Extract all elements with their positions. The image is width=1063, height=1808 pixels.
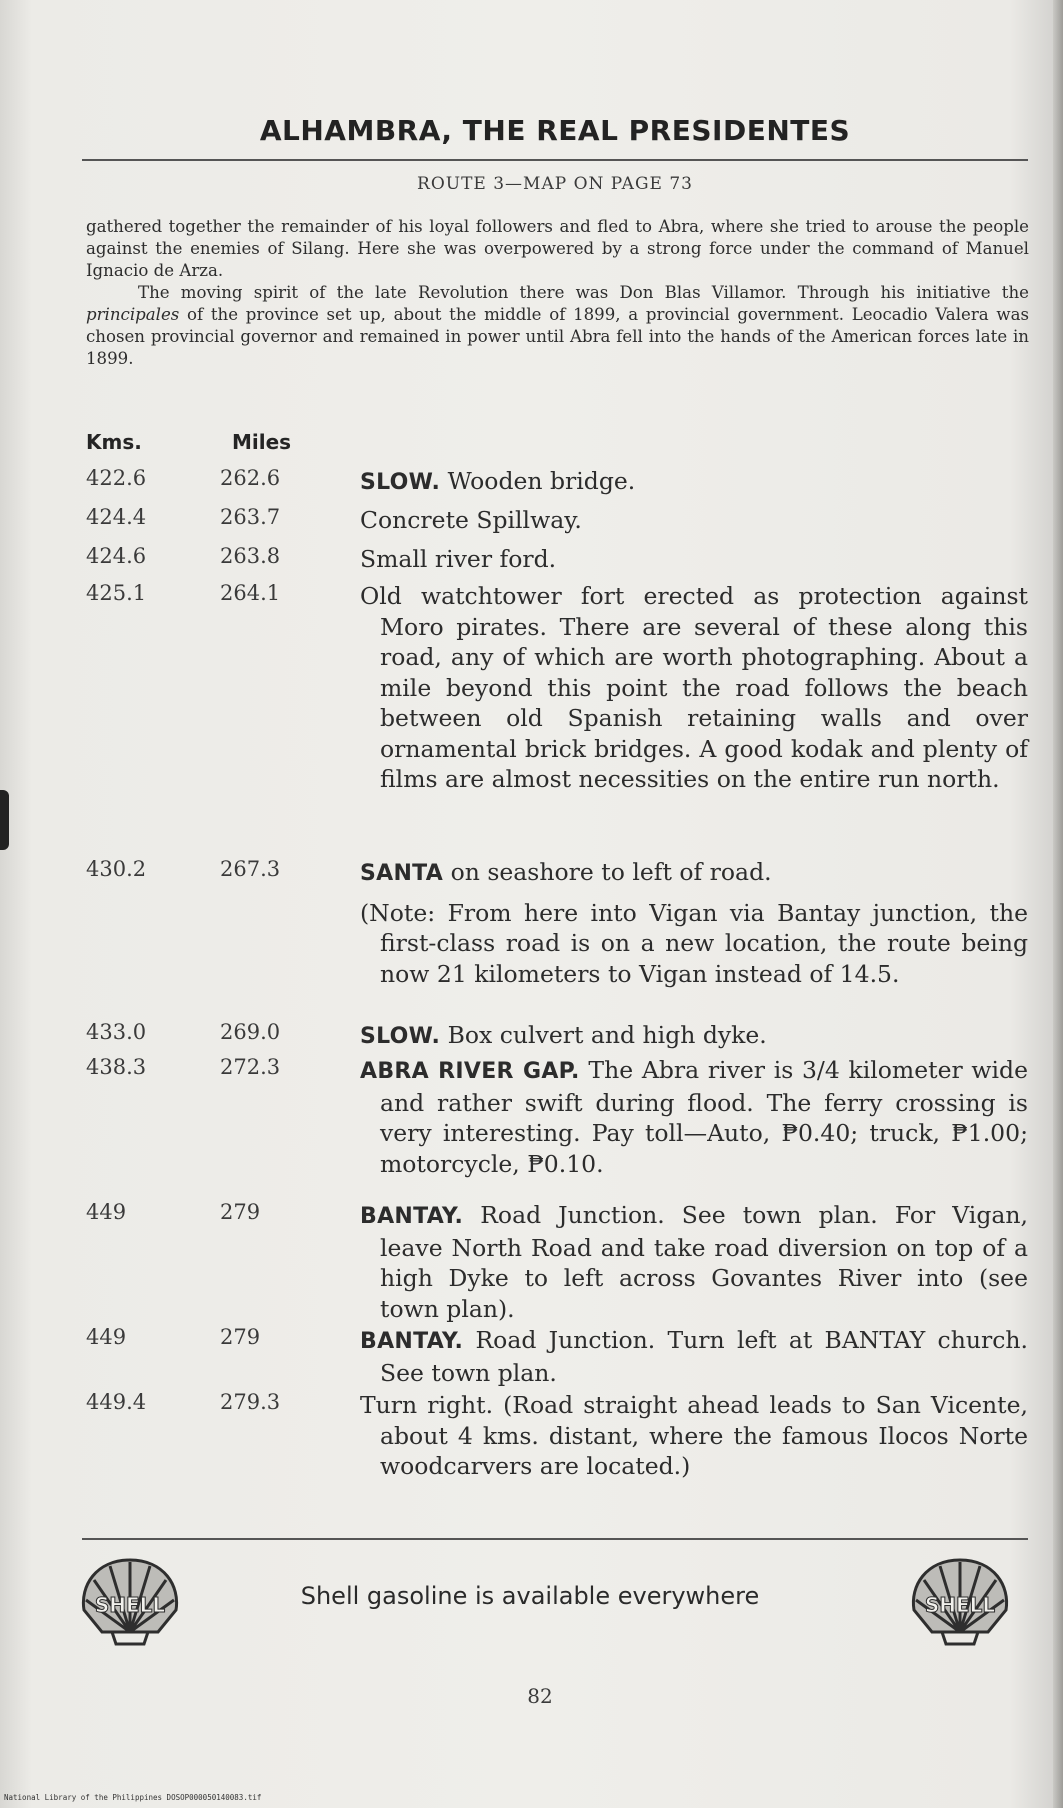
entry-miles: 279 bbox=[220, 1200, 261, 1224]
entry-lead: SLOW. bbox=[360, 470, 441, 495]
shell-logo-icon bbox=[72, 1552, 188, 1648]
entry-text: Old watchtower fort erected as protection against Moro pirates. There are several of these along this road, any of which are worth photographing. About a mile beyond this point the road follows the beach between old Spanish retaining walls and over ornamental brick bridges. A good kodak and plenty of films are almost necessities on the entire run north. bbox=[360, 582, 1028, 793]
entry-description bbox=[360, 1390, 1028, 1482]
entry-text: on seashore to left of road. bbox=[443, 858, 772, 886]
entry-km: 422.6 bbox=[86, 466, 147, 490]
entry-description bbox=[360, 1055, 1028, 1179]
entry-miles: 263.7 bbox=[220, 505, 281, 529]
entry-km: 449 bbox=[86, 1200, 127, 1224]
entry-text: Wooden bridge. bbox=[440, 467, 636, 495]
entry-km: 430.2 bbox=[86, 857, 147, 881]
entry-description bbox=[360, 581, 1028, 795]
entry-km: 449.4 bbox=[86, 1390, 147, 1414]
entry-description bbox=[360, 1200, 1028, 1324]
entry-miles: 272.3 bbox=[220, 1055, 281, 1079]
entry-miles: 269.0 bbox=[220, 1020, 281, 1044]
shell-logo-lettering: SHELL bbox=[94, 1593, 166, 1617]
entry-lead: SANTA bbox=[360, 861, 444, 886]
entry-text: Box culvert and high dyke. bbox=[440, 1021, 767, 1049]
entry-text: The Abra river is 3/4 kilometer wide and rather swift during flood. The ferry crossing is very interesting. Pay toll—Auto, ₱0.40; truck, ₱1.00; motorcycle, ₱0.10. bbox=[380, 1056, 1028, 1178]
page-title: ALHAMBRA, THE REAL PRESIDENTES bbox=[259, 114, 851, 147]
entry-km: 433.0 bbox=[86, 1020, 147, 1044]
entry-km: 424.6 bbox=[86, 544, 147, 568]
entry-text: Road Junction. See town plan. For Vigan, leave North Road and take road diversion on top of a high Dyke to left across Govantes River into (see town plan). bbox=[380, 1201, 1028, 1323]
entry-km: 449 bbox=[86, 1325, 127, 1349]
entry-text: Turn right. (Road straight ahead leads to San Vicente, about 4 kms. distant, where the famous Ilocos Norte woodcarvers are located.) bbox=[360, 1391, 1028, 1480]
header-rule bbox=[82, 159, 1028, 161]
column-header-kms: Kms. bbox=[86, 430, 142, 454]
entry-text: Road Junction. Turn left at BANTAY church. See town plan. bbox=[380, 1326, 1028, 1387]
footer-slogan: Shell gasoline is available everywhere bbox=[300, 1582, 760, 1610]
entry-description bbox=[360, 1325, 1028, 1388]
entry-description bbox=[360, 544, 1028, 575]
entry-text: Small river ford. bbox=[360, 545, 557, 573]
entry-miles: 279.3 bbox=[220, 1390, 281, 1414]
entry-description bbox=[360, 505, 1028, 536]
entry-lead: SLOW. bbox=[360, 1024, 441, 1049]
entry-lead: BANTAY. bbox=[360, 1204, 464, 1229]
entry-description bbox=[360, 857, 1028, 989]
entry-miles: 264.1 bbox=[220, 581, 281, 605]
column-header-miles: Miles bbox=[232, 430, 292, 454]
route-subtitle: ROUTE 3—MAP ON PAGE 73 bbox=[417, 174, 693, 194]
intro-italic-term: principales bbox=[86, 305, 180, 324]
intro-paragraph-2-end: of the province set up, about the middle of 1899, a provincial government. Leocadio Valera was chosen provincial governor and remained in power until Abra fell into the hands of the American forces late in 1899. bbox=[86, 305, 1029, 368]
entry-miles: 279 bbox=[220, 1325, 261, 1349]
intro-text bbox=[86, 216, 1029, 370]
intro-paragraph-2-start: The moving spirit of the late Revolution there was Don Blas Villamor. Through his initiative the bbox=[138, 283, 1029, 302]
scan-credit: National Library of the Philippines DOSOP000050140083.tif bbox=[4, 1793, 262, 1802]
entry-km: 424.4 bbox=[86, 505, 147, 529]
intro-paragraph-1: gathered together the remainder of his loyal followers and fled to Abra, where she tried to arouse the people against the enemies of Silang. Here she was overpowered by a strong force under the command of Manuel Ignacio de Arza. bbox=[86, 217, 1029, 280]
intro-paragraph-2 bbox=[86, 282, 1029, 370]
entry-km: 425.1 bbox=[86, 581, 147, 605]
entry-lead: BANTAY. bbox=[360, 1329, 464, 1354]
entry-description bbox=[360, 1020, 1028, 1053]
shell-logo-lettering: SHELL bbox=[924, 1593, 996, 1617]
entry-lead: ABRA RIVER GAP. bbox=[360, 1059, 580, 1084]
shell-logo-icon bbox=[902, 1552, 1018, 1648]
entry-km: 438.3 bbox=[86, 1055, 147, 1079]
entry-miles: 267.3 bbox=[220, 857, 281, 881]
page-edge bbox=[1053, 0, 1063, 1808]
entry-note: (Note: From here into Vigan via Bantay junction, the first-class road is on a new location, the route being now 21 kilometers to Vigan instead of 14.5. bbox=[360, 898, 1028, 988]
entry-description bbox=[360, 466, 1028, 499]
page-number: 82 bbox=[527, 1684, 553, 1708]
binding-mark bbox=[0, 790, 9, 850]
entry-text: Concrete Spillway. bbox=[360, 506, 582, 534]
entry-miles: 263.8 bbox=[220, 544, 281, 568]
entry-miles: 262.6 bbox=[220, 466, 281, 490]
footer-rule bbox=[82, 1538, 1028, 1540]
